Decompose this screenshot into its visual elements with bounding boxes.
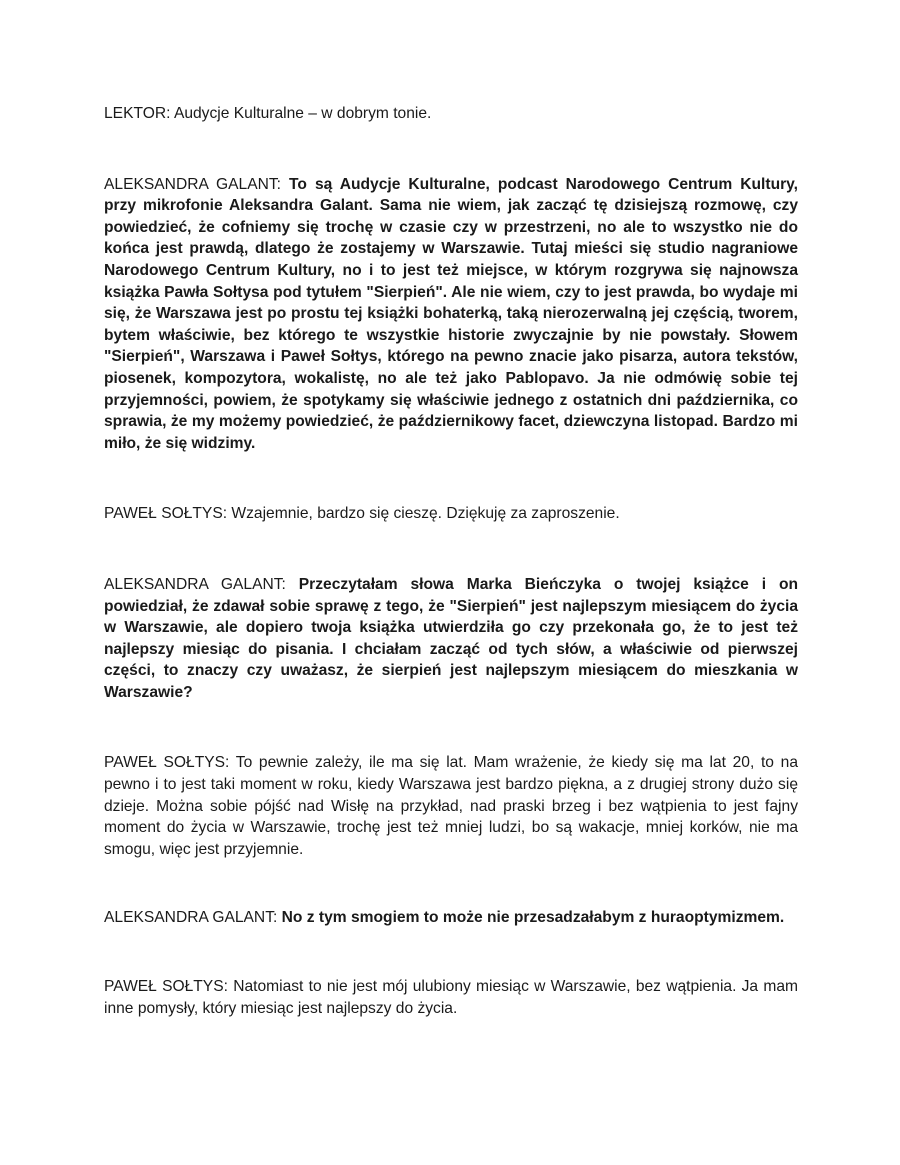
speaker-label: ALEKSANDRA GALANT: (104, 175, 282, 193)
speech-text: Natomiast to nie jest mój ulubiony miesiąc w Warszawie, bez wątpienia. Ja mam inne pomysły, który miesiąc jest najlepszy do życia. (104, 978, 798, 1017)
transcript-paragraph-lektor (104, 103, 798, 125)
transcript-paragraph-galant-smog (104, 907, 798, 929)
speech-text: Audycje Kulturalne – w dobrym tonie. (173, 105, 432, 122)
transcript-paragraph-soltys-favorite (104, 976, 798, 1019)
transcript-page (104, 103, 798, 1019)
speech-text: No z tym smogiem to może nie przesadzałabym z huraoptymizmem. (281, 909, 785, 927)
speech-text: To są Audycje Kulturalne, podcast Narodowego Centrum Kultury, przy mikrofonie Aleksandra Galant. Sama nie wiem, jak zacząć tę dzisiejszą rozmowę, czy powiedzieć, że cofniemy się trochę w czasie czy w przestrzeni, no ale to wszystko nie do końca jest prawdą, dlatego że zostajemy w Warszawie. Tutaj mieści się studio nagraniowe Narodowego Centrum Kultury, no i to jest też miejsce, w którym rozgrywa się najnowsza książka Pawła Sołtysa pod tytułem "Sierpień". Ale nie wiem, czy to jest prawda, bo wydaje mi się, że Warszawa jest po prostu tej książki bohaterką, taką nierozerwalną jej częścią, tworem, bytem właściwie, bez którego te wszystkie historie zwyczajnie by nie powstały. Słowem "Sierpień", Warszawa i Paweł Sołtys, którego na pewno znacie jako pisarza, autora tekstów, piosenek, kompozytora, wokalistę, no ale też jako Pablopavo. Ja nie odmówię sobie tej przyjemności, powiem, że spotykamy się właściwie jednego z ostatnich dni października, co sprawia, że my możemy powiedzieć, że październikowy facet, dziewczyna listopad. Bardzo mi miło, że się widzimy. (104, 175, 799, 452)
speaker-label: LEKTOR: (104, 105, 171, 122)
speech-text: To pewnie zależy, ile ma się lat. Mam wrażenie, że kiedy się ma lat 20, to na pewno i to jest taki moment w roku, kiedy Warszawa jest bardzo piękna, a z drugiej strony dużo się dzieje. Można sobie pójść nad Wisłę na przykład, nad praski brzeg i bez wątpienia to jest fajny moment do życia w Warszawie, trochę jest też mniej ludzi, bo są wakacje, mniej korków, nie ma smogu, więc jest przyjemnie. (104, 754, 798, 858)
speech-text: Wzajemnie, bardzo się cieszę. Dziękuję za zaproszenie. (231, 505, 620, 523)
transcript-paragraph-galant-question (104, 574, 798, 704)
transcript-paragraph-soltys-answer (104, 752, 798, 860)
speaker-label: ALEKSANDRA GALANT: (104, 575, 286, 593)
speaker-label: PAWEŁ SOŁTYS: (104, 754, 230, 772)
speaker-label: PAWEŁ SOŁTYS: (104, 505, 228, 523)
speaker-label: PAWEŁ SOŁTYS: (104, 978, 228, 996)
speaker-label: ALEKSANDRA GALANT: (104, 909, 278, 927)
speech-text: Przeczytałam słowa Marka Bieńczyka o twojej książce i on powiedział, że zdawał sobie sprawę z tego, że "Sierpień" jest najlepszym miesiącem do życia w Warszawie, ale dopiero twoja książka utwierdziła go czy przekonała go, że to jest też najlepszy miesiąc do pisania. I chciałam zacząć od tych słów, a właściwie od pierwszej części, to znaczy czy uważasz, że sierpień jest najlepszym miesiącem do mieszkania w Warszawie? (104, 575, 798, 701)
transcript-paragraph-soltys-thanks (104, 503, 798, 525)
transcript-paragraph-galant-intro (104, 174, 798, 455)
